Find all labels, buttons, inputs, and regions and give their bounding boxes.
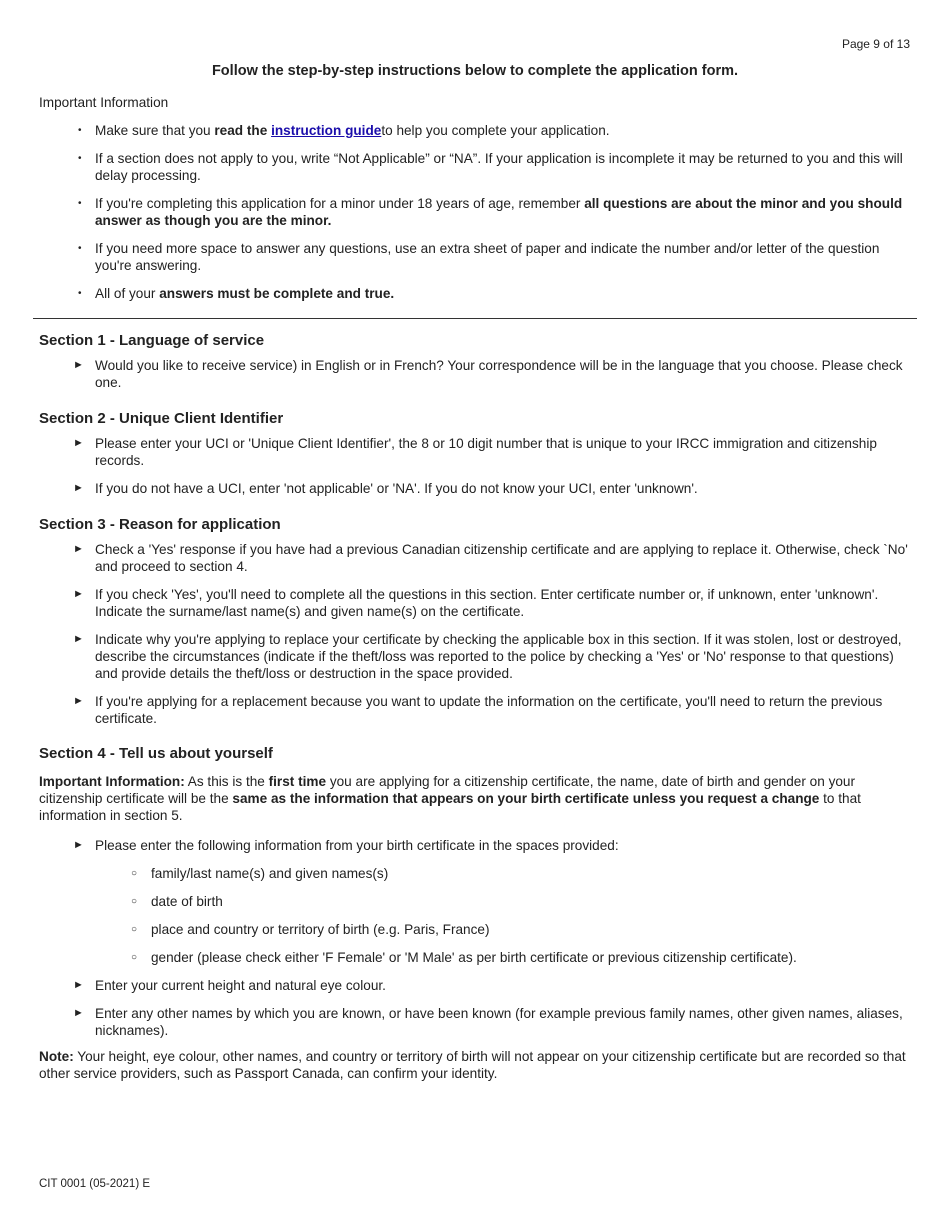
bullet-bold-text: read the (214, 123, 272, 138)
info-text: you are applying for a citizenship certificate, the name, date of birth and gender on your citizenship certificate will be the (39, 774, 856, 806)
note-text: Your height, eye colour, other names, and country or territory of birth will not appear on your citizenship certificate but are recorded so that other service providers, such as Passport Canada, can confirm your identity. (39, 1049, 906, 1081)
info-bold-text: same as the information that appears on your birth certificate unless you request a change (232, 791, 820, 806)
section-4-important-info (39, 773, 911, 824)
bullet-text: Make sure that you (95, 123, 215, 138)
bullet-bold-text: all questions are about the minor and you should answer as though you are the minor. (95, 196, 903, 228)
section-2-list (40, 435, 910, 497)
divider (33, 318, 917, 319)
section-2-heading: Section 2 - Unique Client Identifier (39, 410, 284, 427)
sub-list-item: ○ gender (please check either 'F Female' or 'M Male' as per birth certificate or previous citizenship certificate). (40, 949, 910, 966)
note-label: Note: (39, 1049, 74, 1064)
section-3-heading: Section 3 - Reason for application (39, 516, 281, 533)
info-text: to that information in section 5. (39, 791, 861, 823)
page-title: Follow the step-by-step instructions below to complete the application form. (211, 63, 739, 79)
list-item: ► Check a 'Yes' response if you have had a previous Canadian citizenship certificate and are applying to replace it. Otherwise, check `No' and proceed to section 4. (40, 541, 910, 575)
section-3-list (40, 541, 910, 727)
list-item (40, 195, 910, 229)
bullet-text: to help you complete your application. (381, 123, 610, 138)
list-item: ► Enter any other names by which you are known, or have been known (for example previous family names, other given names, aliases, nicknames). (40, 1005, 910, 1039)
bullet-bold-text: answers must be complete and true. (159, 286, 395, 301)
list-item: ► Please enter the following information from your birth certificate in the spaces provided: (40, 837, 910, 854)
bullet-text: If you're completing this application for a minor under 18 years of age, remember (95, 196, 585, 211)
section-1-heading: Section 1 - Language of service (39, 332, 265, 349)
page-number: Page 9 of 13 (841, 37, 910, 51)
section-4-list (40, 837, 910, 1039)
form-code: CIT 0001 (05-2021) E (39, 1178, 151, 1190)
info-text: As this is the (184, 774, 269, 789)
list-item: • If a section does not apply to you, write “Not Applicable” or “NA”. If your application is incomplete it may be returned to you and this will delay processing. (40, 150, 910, 184)
important-information-label: Important Information (39, 95, 169, 110)
list-item: ► If you're applying for a replacement because you want to update the information on the certificate, you'll need to return the previous certificate. (40, 693, 910, 727)
list-item: ► Please enter your UCI or 'Unique Client Identifier', the 8 or 10 digit number that is unique to your IRCC immigration and citizenship records. (40, 435, 910, 469)
section-4-heading: Section 4 - Tell us about yourself (39, 745, 273, 762)
section-4-note (39, 1048, 911, 1082)
sub-list-item: ○ family/last name(s) and given names(s) (40, 865, 910, 882)
info-bold-text: Important Information: (39, 774, 185, 789)
important-information-list (40, 122, 910, 302)
list-item: ► If you check 'Yes', you'll need to complete all the questions in this section. Enter certificate number or, if unknown, enter 'unknown'. Indicate the surname/last name(s) and given name(s) on the certificate. (40, 586, 910, 620)
instruction-guide-link[interactable]: instruction guide (271, 123, 382, 138)
list-item: • If you need more space to answer any questions, use an extra sheet of paper and indicate the number and/or letter of the question you're answering. (40, 240, 910, 274)
list-item: ► If you do not have a UCI, enter 'not applicable' or 'NA'. If you do not know your UCI, enter 'unknown'. (40, 480, 910, 497)
list-item (40, 122, 910, 139)
section-1-list (40, 357, 910, 391)
info-bold-text: first time (268, 774, 327, 789)
sub-list-item: ○ place and country or territory of birth (e.g. Paris, France) (40, 921, 910, 938)
list-item: ► Indicate why you're applying to replace your certificate by checking the applicable box in this section. If it was stolen, lost or destroyed, describe the circumstances (indicate if the theft/loss was reported to the police by checking a 'Yes' or 'No' response to that questions) and provide details the theft/loss or destruction in the space provided. (40, 631, 910, 682)
list-item: ► Enter your current height and natural eye colour. (40, 977, 910, 994)
list-item (40, 285, 910, 302)
sub-list-item: ○ date of birth (40, 893, 910, 910)
list-item: ► Would you like to receive service) in English or in French? Your correspondence will be in the language that you choose. Please check one. (40, 357, 910, 391)
bullet-text: All of your (95, 286, 160, 301)
